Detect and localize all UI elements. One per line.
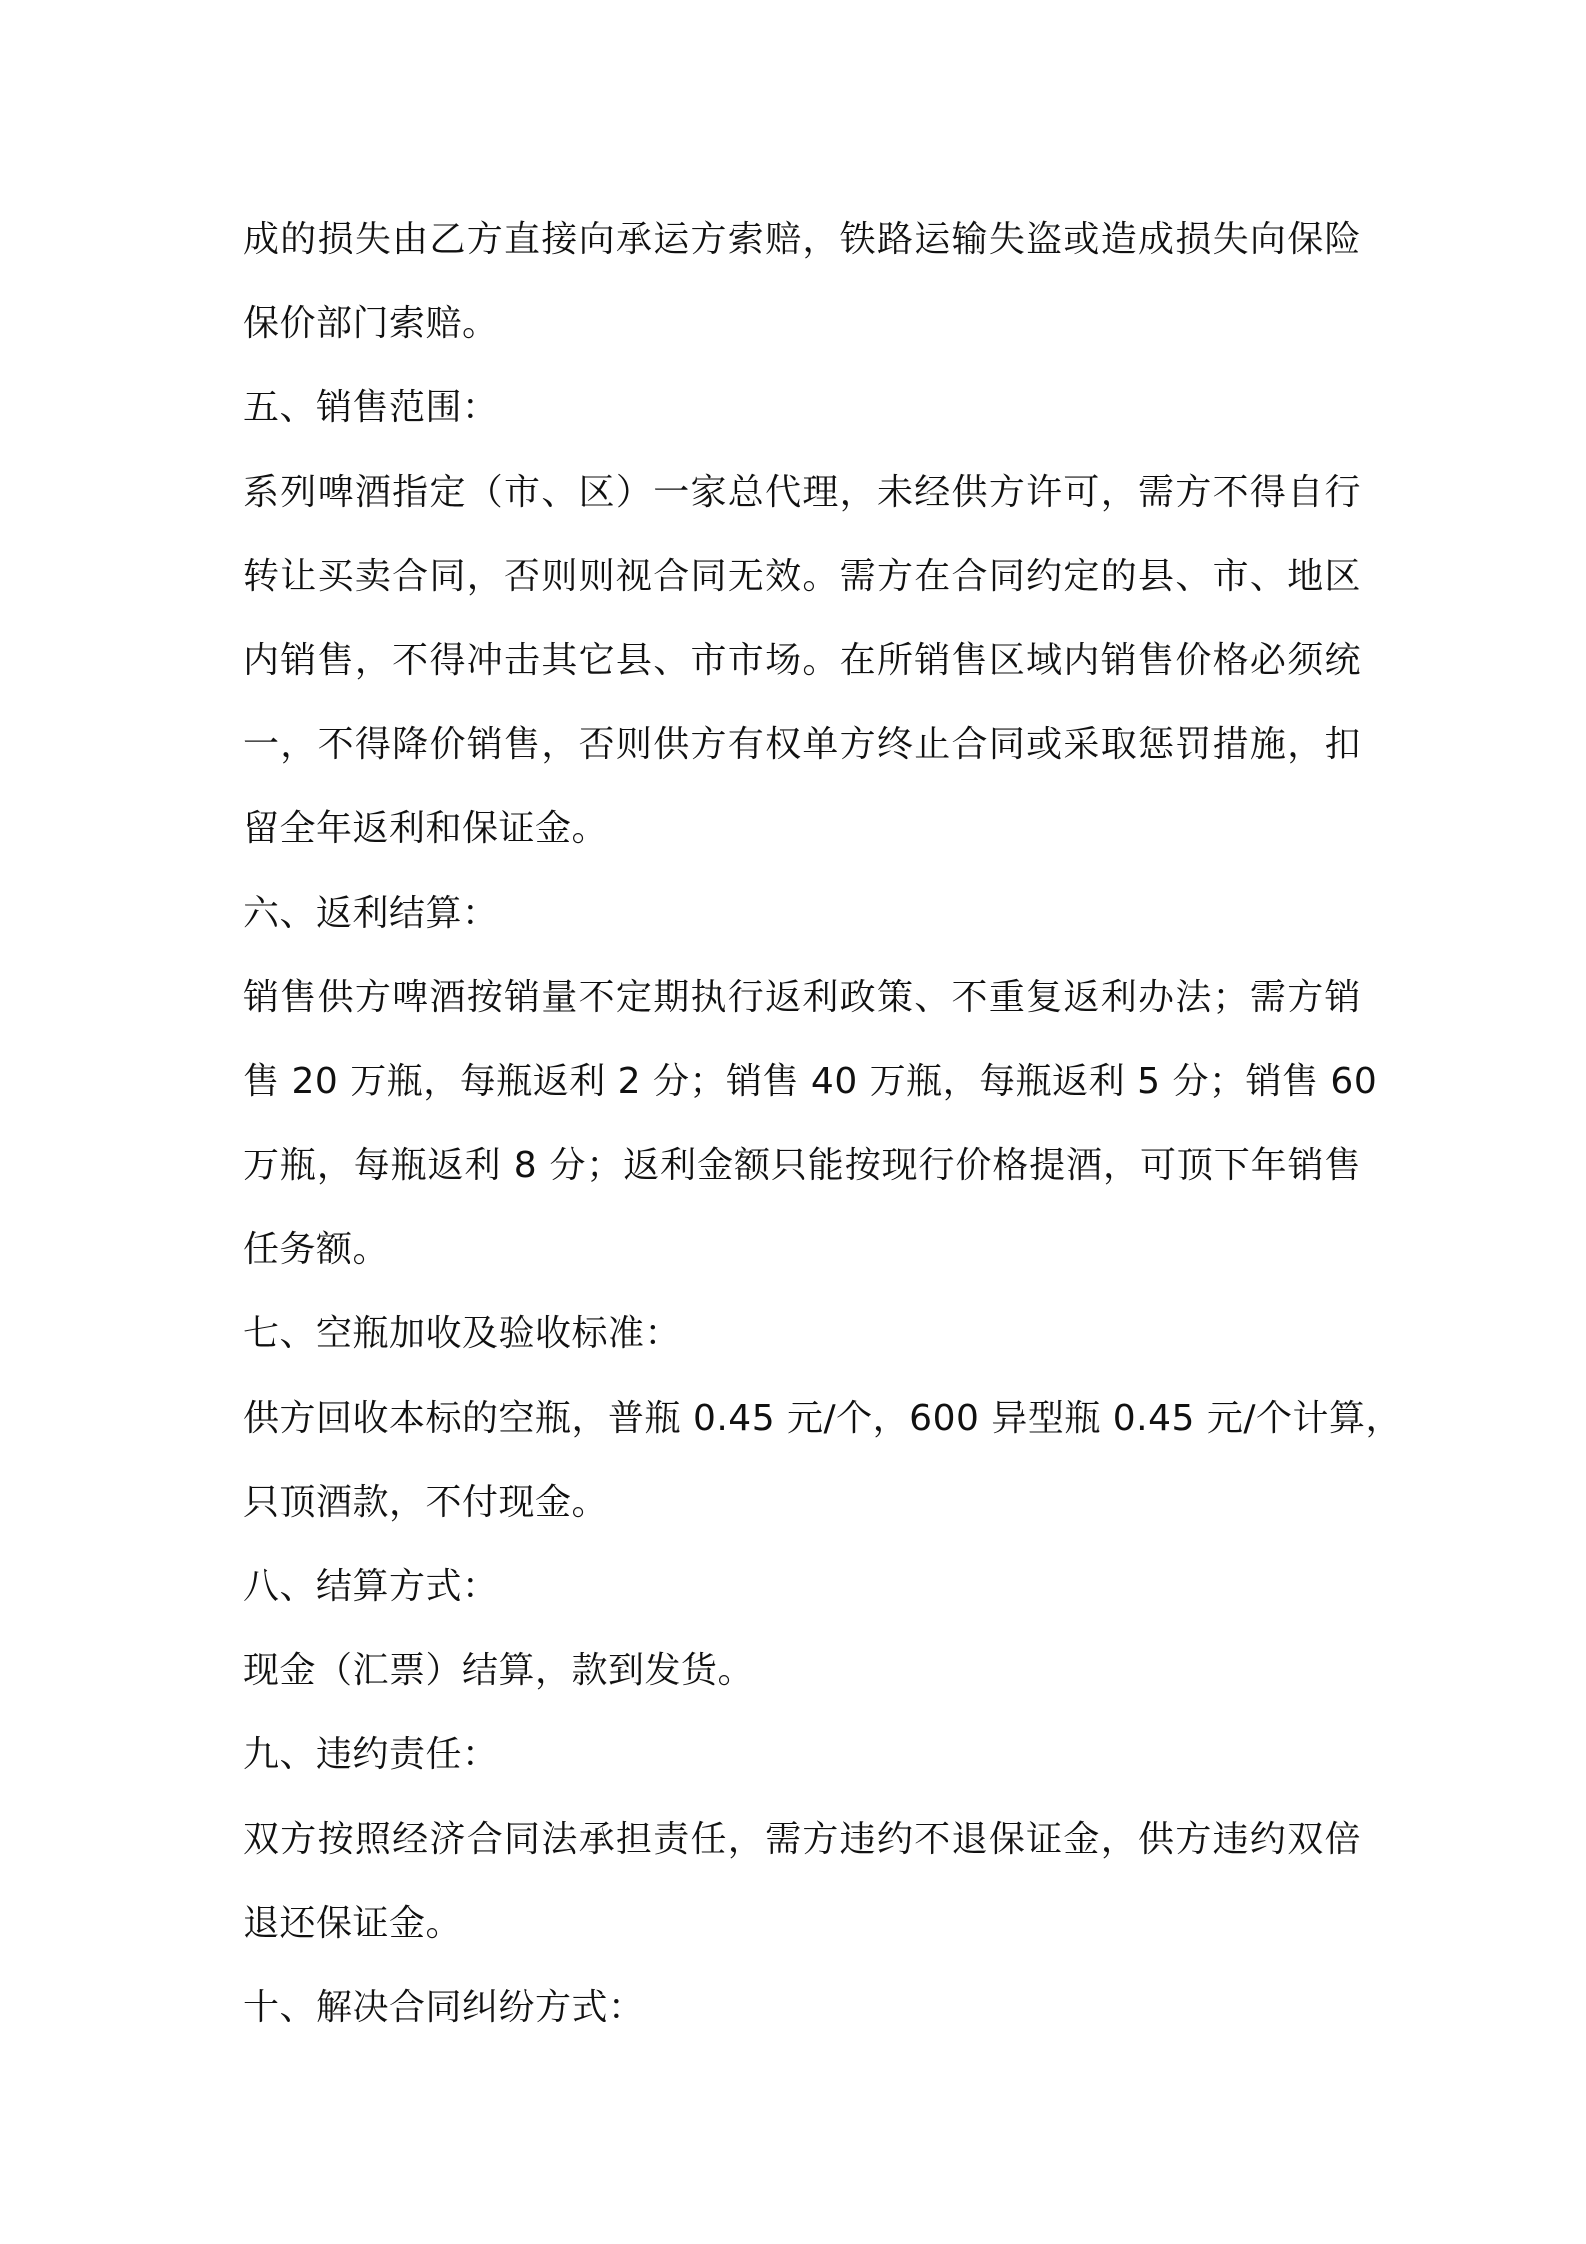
paragraph-line: 销售供方啤酒按销量不定期执行返利政策、不重复返利办法；需方销 (243, 976, 1361, 1018)
paragraph-line: 双方按照经济合同法承担责任，需方违约不退保证金，供方违约双倍 (243, 1818, 1361, 1860)
paragraph-line: 任务额。 (243, 1229, 390, 1271)
section-heading-liability: 九、违约责任： (243, 1734, 499, 1776)
paragraph-line: 只顶酒款，不付现金。 (243, 1481, 609, 1523)
section-heading-empty-bottles: 七、空瓶加收及验收标准： (243, 1313, 682, 1355)
paragraph-line: 退还保证金。 (243, 1902, 463, 1944)
paragraph-line: 现金（汇票）结算，款到发货。 (243, 1650, 755, 1692)
document-body (243, 198, 1403, 2050)
paragraph-line: 万瓶，每瓶返利 8 分；返利金额只能按现行价格提酒，可顶下年销售 (243, 1145, 1361, 1187)
paragraph-line: 保价部门索赔。 (243, 303, 499, 345)
paragraph-line: 一，不得降价销售，否则供方有权单方终止合同或采取惩罚措施，扣 (243, 724, 1361, 766)
section-heading-settlement-method: 八、结算方式： (243, 1566, 499, 1607)
section-heading-rebate-settlement: 六、返利结算： (243, 892, 499, 934)
paragraph-line: 成的损失由乙方直接向承运方索赔，铁路运输失盗或造成损失向保险 (243, 219, 1361, 260)
paragraph-line: 系列啤酒指定（市、区）一家总代理，未经供方许可，需方不得自行 (243, 471, 1361, 513)
paragraph-line: 转让买卖合同，否则则视合同无效。需方在合同约定的县、市、地区 (243, 555, 1361, 597)
section-heading-dispute-resolution: 十、解决合同纠纷方式： (243, 1986, 645, 2028)
section-heading-sales-scope: 五、销售范围： (243, 387, 499, 429)
paragraph-line: 售 20 万瓶，每瓶返利 2 分；销售 40 万瓶，每瓶返利 5 分；销售 60 (243, 1060, 1378, 1102)
paragraph-line: 供方回收本标的空瓶，普瓶 0.45 元/个，600 异型瓶 0.45 元/个计算， (243, 1397, 1403, 1439)
paragraph-line: 内销售，不得冲击其它县、市市场。在所销售区域内销售价格必须统 (243, 639, 1361, 681)
paragraph-line: 留全年返利和保证金。 (243, 808, 609, 850)
